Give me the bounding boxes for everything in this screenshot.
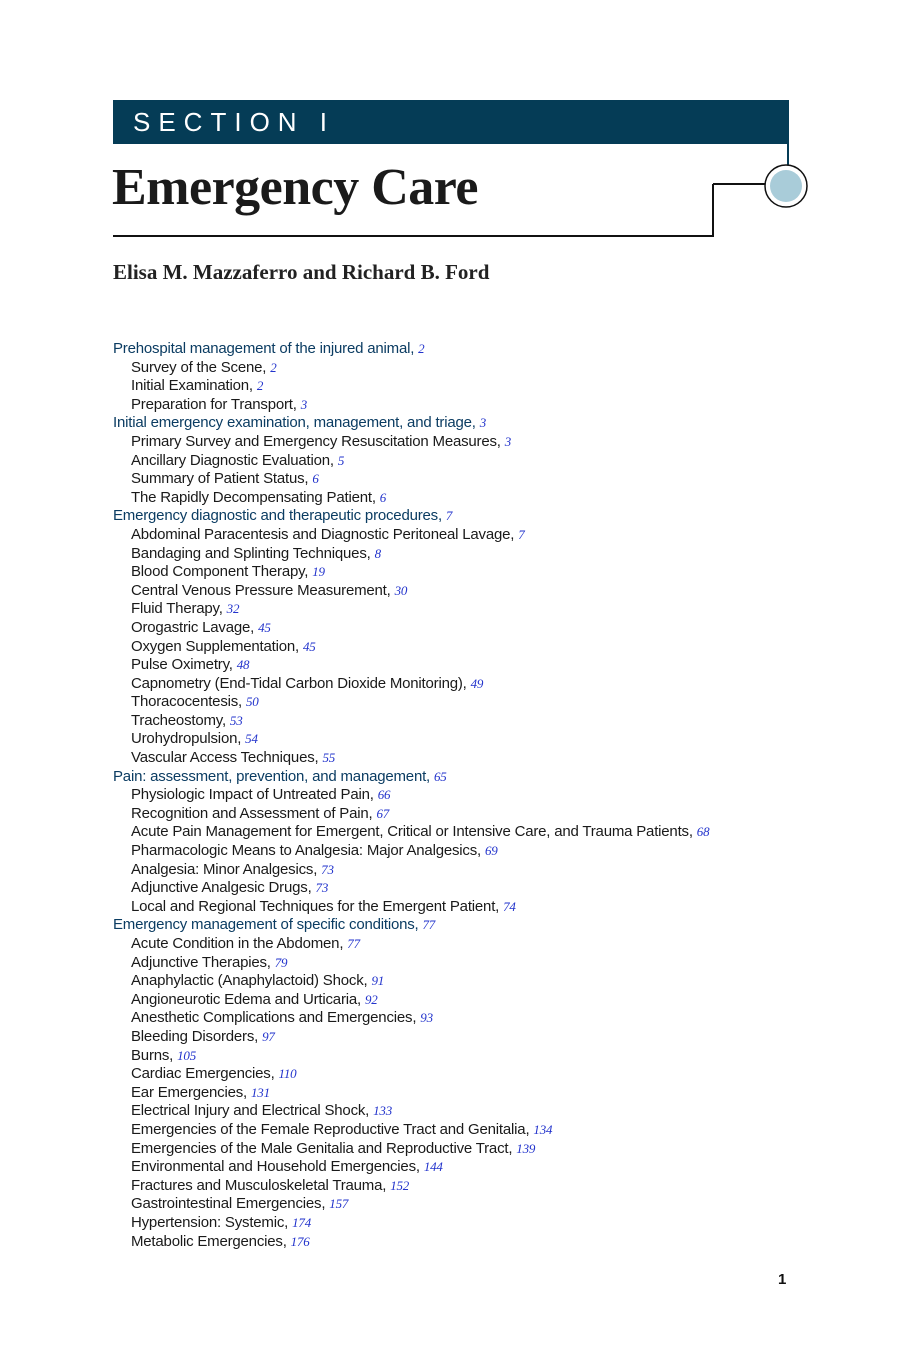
toc-entry-text: Electrical Injury and Electrical Shock, [131,1102,370,1120]
toc-subentry[interactable] [113,638,793,657]
toc-page-ref[interactable]: 68 [696,824,710,840]
toc-subentry[interactable] [113,1158,793,1177]
toc-subentry[interactable] [113,563,793,582]
toc-entry-text: Primary Survey and Emergency Resuscitation Measures, [131,432,501,450]
toc-page-ref[interactable]: 157 [329,1196,349,1212]
toc-subentry[interactable] [113,991,793,1010]
toc-page-ref[interactable]: 131 [251,1084,270,1100]
toc-entry-text: Fractures and Musculoskeletal Trauma, [131,1176,387,1194]
toc-subentry[interactable] [113,954,793,973]
toc-heading-entry[interactable] [113,768,793,787]
toc-entry-text: Ancillary Diagnostic Evaluation, [131,451,334,469]
toc-entry-text: Adjunctive Therapies, [131,953,271,971]
toc-subentry[interactable] [113,1065,793,1084]
toc-page-ref[interactable]: 176 [290,1233,310,1249]
toc-page-ref[interactable]: 8 [374,545,381,561]
toc-entry-text: Tracheostomy, [131,711,226,729]
title-rule-decoration [0,0,900,260]
toc-entry-text: Vascular Access Techniques, [131,749,319,767]
toc-page-ref[interactable]: 6 [312,471,319,487]
toc-subentry[interactable] [113,935,793,954]
toc-subentry[interactable] [113,1177,793,1196]
toc-subentry[interactable] [113,898,793,917]
toc-subentry[interactable] [113,1121,793,1140]
toc-page-ref[interactable]: 53 [229,712,243,728]
toc-subentry[interactable] [113,805,793,824]
toc-entry-text: Emergencies of the Male Genitalia and Reproductive Tract, [131,1139,513,1157]
toc-page-ref[interactable]: 92 [364,991,378,1007]
toc-entry-text: Gastrointestinal Emergencies, [131,1195,326,1213]
toc-subentry[interactable] [113,749,793,768]
toc-page-ref[interactable]: 77 [347,936,360,951]
toc-entry-text: Analgesia: Minor Analgesics, [131,860,318,878]
toc-entry-text: Initial emergency examination, management, and triage, [113,414,476,432]
toc-entry-text: Environmental and Household Emergencies, [131,1158,420,1176]
toc-page-ref[interactable]: 2 [418,341,425,356]
toc-entry-text: Emergencies of the Female Reproductive Tract and Genitalia, [131,1120,530,1138]
toc-page-ref[interactable]: 134 [533,1121,553,1137]
toc-page-ref[interactable]: 54 [245,731,258,747]
toc-page-ref[interactable]: 6 [379,489,387,505]
toc-subentry[interactable] [113,582,793,601]
toc-entry-text: Metabolic Emergencies, [131,1232,287,1250]
toc-subentry[interactable] [113,1195,793,1214]
toc-subentry[interactable] [113,1102,793,1121]
toc-page-ref[interactable]: 69 [484,843,498,859]
toc-subentry[interactable] [113,656,793,675]
toc-entry-text: Pain: assessment, prevention, and management, [113,767,431,785]
toc-page-ref[interactable]: 93 [420,1010,433,1026]
toc-entry-text: Cardiac Emergencies, [131,1065,275,1083]
toc-entry-text: Urohydropulsion, [131,730,242,748]
toc-subentry[interactable] [113,433,793,452]
toc-entry-text: Angioneurotic Edema and Urticaria, [131,990,361,1008]
toc-entry-text: Capnometry (End-Tidal Carbon Dioxide Monitoring), [131,674,467,692]
toc-entry-text: Bandaging and Splinting Techniques, [131,544,371,562]
toc-subentry[interactable] [113,359,793,378]
toc-subentry[interactable] [113,377,793,396]
toc-entry-text: Oxygen Supplementation, [131,637,300,655]
toc-entry-text: Blood Component Therapy, [131,563,309,581]
chapter-title: Emergency Care [112,159,479,216]
toc-page-ref[interactable]: 32 [226,601,240,617]
toc-entry-text: Pharmacologic Means to Analgesia: Major Analgesics, [131,842,481,860]
toc-entry-text: Hypertension: Systemic, [131,1213,289,1231]
toc-page-ref[interactable]: 7 [445,508,453,524]
toc-page-ref[interactable]: 74 [503,898,516,914]
toc-entry-text: Acute Pain Management for Emergent, Critical or Intensive Care, and Trauma Patients, [131,823,693,841]
toc-entry-text: Recognition and Assessment of Pain, [131,804,373,822]
toc-subentry[interactable] [113,489,793,508]
toc-entry-text: Summary of Patient Status, [131,470,309,488]
toc-entry-text: Local and Regional Techniques for the Emergent Patient, [131,897,500,915]
decorative-circle-inner [770,170,802,202]
toc-subentry[interactable] [113,600,793,619]
toc-page-ref[interactable]: 3 [300,396,307,412]
toc-subentry[interactable] [113,1214,793,1233]
toc-page-ref[interactable]: 144 [423,1159,443,1175]
toc-page-ref[interactable]: 55 [322,750,336,766]
authors: Elisa M. Mazzaferro and Richard B. Ford [113,260,490,284]
toc-entry-text: Anesthetic Complications and Emergencies, [131,1009,417,1027]
toc-page-ref[interactable]: 2 [256,378,264,394]
page-number: 1 [778,1271,787,1288]
toc-subentry[interactable] [113,545,793,564]
toc-page-ref[interactable]: 105 [177,1047,197,1063]
toc-entry-text: Abdominal Paracentesis and Diagnostic Peritoneal Lavage, [131,525,515,543]
toc-subentry[interactable] [113,396,793,415]
toc-entry-text: Emergency management of specific conditions, [113,916,419,934]
toc-entry-text: Acute Condition in the Abdomen, [131,935,344,952]
toc-page-ref[interactable]: 139 [516,1140,536,1156]
toc-entry-text: Preparation for Transport, [131,395,297,413]
toc-subentry[interactable] [113,1047,793,1066]
toc-entry-text: Burns, [131,1046,174,1064]
toc-page-ref[interactable]: 45 [302,638,316,654]
toc-page-ref[interactable]: 79 [274,954,288,970]
toc-subentry[interactable] [113,470,793,489]
toc-subentry[interactable] [113,712,793,731]
toc-entry-text: Initial Examination, [131,377,253,395]
toc-entry-text: Physiologic Impact of Untreated Pain, [131,786,374,804]
toc-page-ref[interactable]: 110 [278,1066,297,1082]
toc-page-ref[interactable]: 73 [321,861,334,877]
toc-page-ref[interactable]: 3 [504,433,512,449]
toc-page-ref[interactable]: 3 [479,415,487,431]
toc-page-ref[interactable]: 49 [470,675,484,691]
toc-page-ref[interactable]: 77 [422,917,436,933]
toc-entry-text: Anaphylactic (Anaphylactoid) Shock, [131,972,368,990]
toc-page-ref[interactable]: 152 [390,1177,410,1193]
toc-page-ref[interactable]: 45 [258,619,271,635]
toc-subentry[interactable] [113,1028,793,1047]
toc-subentry[interactable] [113,879,793,898]
toc-page-ref[interactable]: 19 [312,564,325,580]
toc-entry-text: Central Venous Pressure Measurement, [131,581,391,599]
toc-page-ref[interactable]: 133 [373,1103,393,1119]
toc-entry-text: Prehospital management of the injured animal, [113,340,415,357]
toc-page-ref[interactable]: 73 [315,880,329,896]
toc-subentry[interactable] [113,842,793,861]
toc-subentry[interactable] [113,861,793,880]
toc-entry-text: Emergency diagnostic and therapeutic procedures, [113,507,442,525]
toc-heading-entry[interactable] [113,507,793,526]
toc-page-ref[interactable]: 97 [262,1028,275,1044]
toc-page-ref[interactable]: 2 [270,359,277,375]
toc-entry-text: Pulse Oximetry, [131,656,233,674]
toc-subentry[interactable] [113,1140,793,1159]
toc-page-ref[interactable]: 174 [292,1214,312,1230]
toc-page-ref[interactable]: 66 [377,787,391,803]
toc-entry-text: Bleeding Disorders, [131,1027,259,1045]
toc-subentry[interactable] [113,786,793,805]
toc-subentry[interactable] [113,619,793,638]
toc-subentry[interactable] [113,1009,793,1028]
toc-heading-entry[interactable] [113,340,793,359]
toc-page-ref[interactable]: 30 [394,582,408,598]
toc-subentry[interactable] [113,693,793,712]
toc-subentry[interactable] [113,730,793,749]
toc-subentry[interactable] [113,526,793,545]
toc-entry-text: The Rapidly Decompensating Patient, [131,488,376,506]
toc-heading-entry[interactable] [113,414,793,433]
section-label: SECTION I [133,107,336,137]
toc-page-ref[interactable]: 91 [371,973,385,989]
toc-entry-text: Orogastric Lavage, [131,618,255,636]
toc-entry-text: Thoracocentesis, [131,693,243,711]
toc-heading-entry[interactable] [113,916,793,935]
toc-entry-text: Survey of the Scene, [131,358,267,376]
toc-page-ref[interactable]: 67 [376,805,390,821]
toc-entry-text: Fluid Therapy, [131,600,223,618]
toc-page-ref[interactable]: 50 [246,694,259,710]
toc-page-ref[interactable]: 7 [518,526,525,542]
toc-subentry[interactable] [113,1233,793,1252]
toc-subentry[interactable] [113,1084,793,1103]
toc-subentry[interactable] [113,452,793,471]
toc-subentry[interactable] [113,675,793,694]
toc-subentry[interactable] [113,972,793,991]
toc-entry-text: Ear Emergencies, [131,1083,248,1101]
toc-page-ref[interactable]: 5 [337,452,345,468]
toc-page-ref[interactable]: 48 [236,657,250,673]
toc-page-ref[interactable]: 65 [434,768,447,784]
toc-subentry[interactable] [113,823,793,842]
table-of-contents [113,340,793,1251]
toc-entry-text: Adjunctive Analgesic Drugs, [131,879,312,897]
